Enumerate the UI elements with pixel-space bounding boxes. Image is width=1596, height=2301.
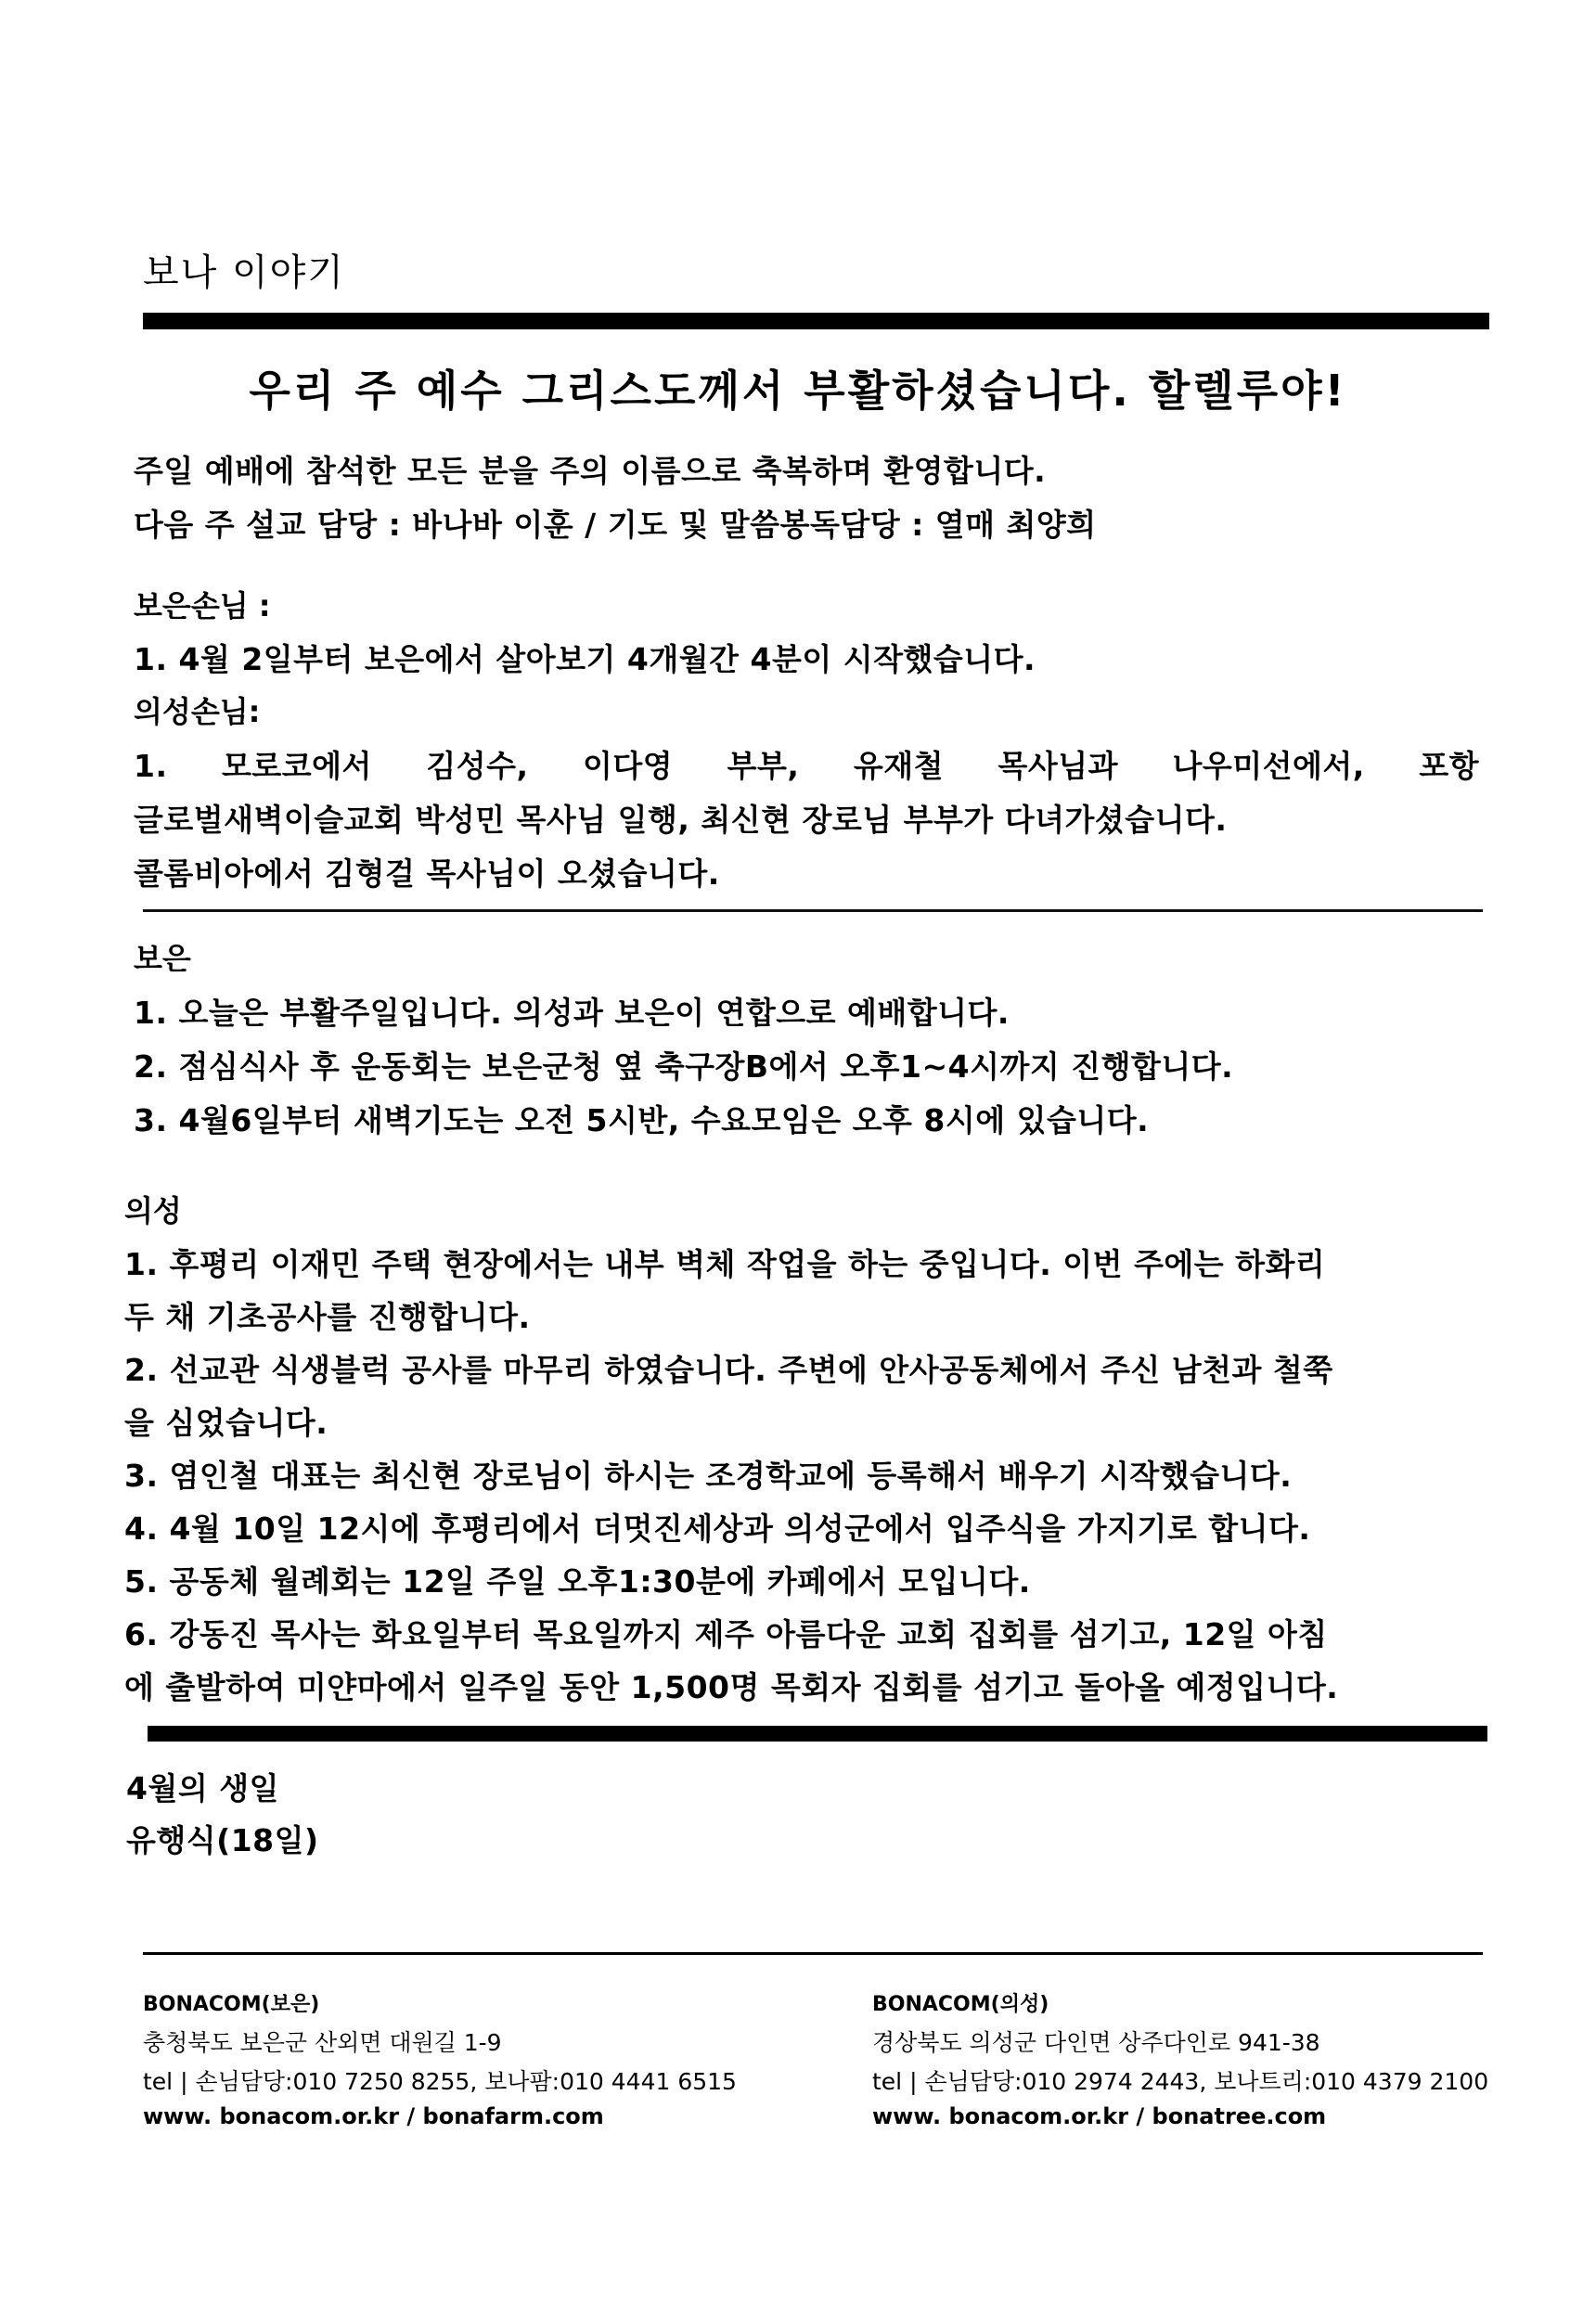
boeun-section-title: 보은 bbox=[134, 941, 191, 976]
uiseong-guests-title: 의성손님: bbox=[134, 694, 261, 729]
section-divider bbox=[143, 909, 1483, 912]
uiseong-line: 5. 공동체 월례회는 12일 주일 오후1:30분에 카페에서 모입니다. bbox=[124, 1563, 1031, 1600]
uiseong-line: 1. 후평리 이재민 주택 현장에서는 내부 벽체 작업을 하는 중입니다. 이번 주에는 하화리 bbox=[124, 1246, 1326, 1282]
header-divider bbox=[143, 313, 1489, 329]
welcome-text: 주일 예배에 참석한 모든 분을 주의 이름으로 축복하며 환영합니다. bbox=[134, 453, 1047, 489]
uiseong-line: 4. 4월 10일 12시에 후평리에서 더멋진세상과 의성군에서 입주식을 가지기로 합니다. bbox=[124, 1510, 1311, 1547]
uiseong-guest-line: 콜롬비아에서 김형걸 목사님이 오셨습니다. bbox=[134, 855, 720, 892]
uiseong-line: 을 심었습니다. bbox=[124, 1405, 328, 1441]
page-headline: 우리 주 예수 그리스도께서 부활하셨습니다. 할렐루야! bbox=[249, 366, 1347, 416]
uiseong-line: 에 출발하여 미얀마에서 일주일 동안 1,500명 목회자 집회를 섬기고 돌아올 예정입니다. bbox=[124, 1669, 1339, 1705]
footer-boeun-address: 충청북도 보은군 산외면 대원길 1-9 bbox=[143, 2029, 502, 2056]
boeun-item: 2. 점심식사 후 운동회는 보은군청 옆 축구장B에서 오후1~4시까지 진행합니다. bbox=[134, 1048, 1234, 1085]
section-label: 보나 이야기 bbox=[143, 251, 345, 294]
boeun-guest-item: 1. 4월 2일부터 보은에서 살아보기 4개월간 4분이 시작했습니다. bbox=[134, 641, 1036, 677]
footer-uiseong-tel: tel | 손님담당:010 2974 2443, 보나트리:010 4379 2100 bbox=[872, 2068, 1489, 2095]
birthday-divider bbox=[148, 1726, 1487, 1742]
uiseong-line: 2. 선교관 식생블럭 공사를 마무리 하였습니다. 주변에 안사공동체에서 주신 남천과 철쭉 bbox=[124, 1352, 1333, 1388]
birthday-entry: 유행식(18일) bbox=[126, 1822, 319, 1858]
uiseong-section-title: 의성 bbox=[124, 1193, 182, 1228]
uiseong-line: 두 채 기초공사를 진행합니다. bbox=[124, 1299, 531, 1335]
uiseong-guest-line: 글로벌새벽이슬교회 박성민 목사님 일행, 최신현 장로님 부부가 다녀가셨습니다. bbox=[134, 802, 1228, 838]
boeun-item: 3. 4월6일부터 새벽기도는 오전 5시반, 수요모임은 오후 8시에 있습니다. bbox=[134, 1102, 1150, 1138]
footer-uiseong-web[interactable]: www. bonacom.or.kr / bonatree.com bbox=[872, 2103, 1327, 2129]
next-week-duty: 다음 주 설교 담당 : 바나바 이훈 / 기도 및 말씀봉독담당 : 열매 최양희 bbox=[134, 507, 1097, 543]
boeun-guests-title: 보은손님 : bbox=[134, 588, 271, 623]
uiseong-guest-line: 1. 모로코에서 김성수, 이다영 부부, 유재철 목사님과 나우미선에서, 포항 bbox=[134, 748, 1479, 784]
birthday-title: 4월의 생일 bbox=[126, 1770, 279, 1806]
footer-uiseong-title: BONACOM(의성) bbox=[872, 1993, 1049, 2016]
footer-boeun-web[interactable]: www. bonacom.or.kr / bonafarm.com bbox=[143, 2103, 604, 2129]
uiseong-line: 6. 강동진 목사는 화요일부터 목요일까지 제주 아름다운 교회 집회를 섬기고, 12일 아침 bbox=[124, 1616, 1328, 1652]
boeun-item: 1. 오늘은 부활주일입니다. 의성과 보은이 연합으로 예배합니다. bbox=[134, 995, 1010, 1031]
footer-uiseong-address: 경상북도 의성군 다인면 상주다인로 941-38 bbox=[872, 2029, 1320, 2056]
footer-boeun-title: BONACOM(보은) bbox=[143, 1993, 320, 2016]
uiseong-line: 3. 염인철 대표는 최신현 장로님이 하시는 조경학교에 등록해서 배우기 시작했습니다. bbox=[124, 1458, 1293, 1494]
footer-boeun-tel: tel | 손님담당:010 7250 8255, 보나팜:010 4441 6515 bbox=[143, 2068, 737, 2095]
footer-divider bbox=[143, 1952, 1483, 1955]
